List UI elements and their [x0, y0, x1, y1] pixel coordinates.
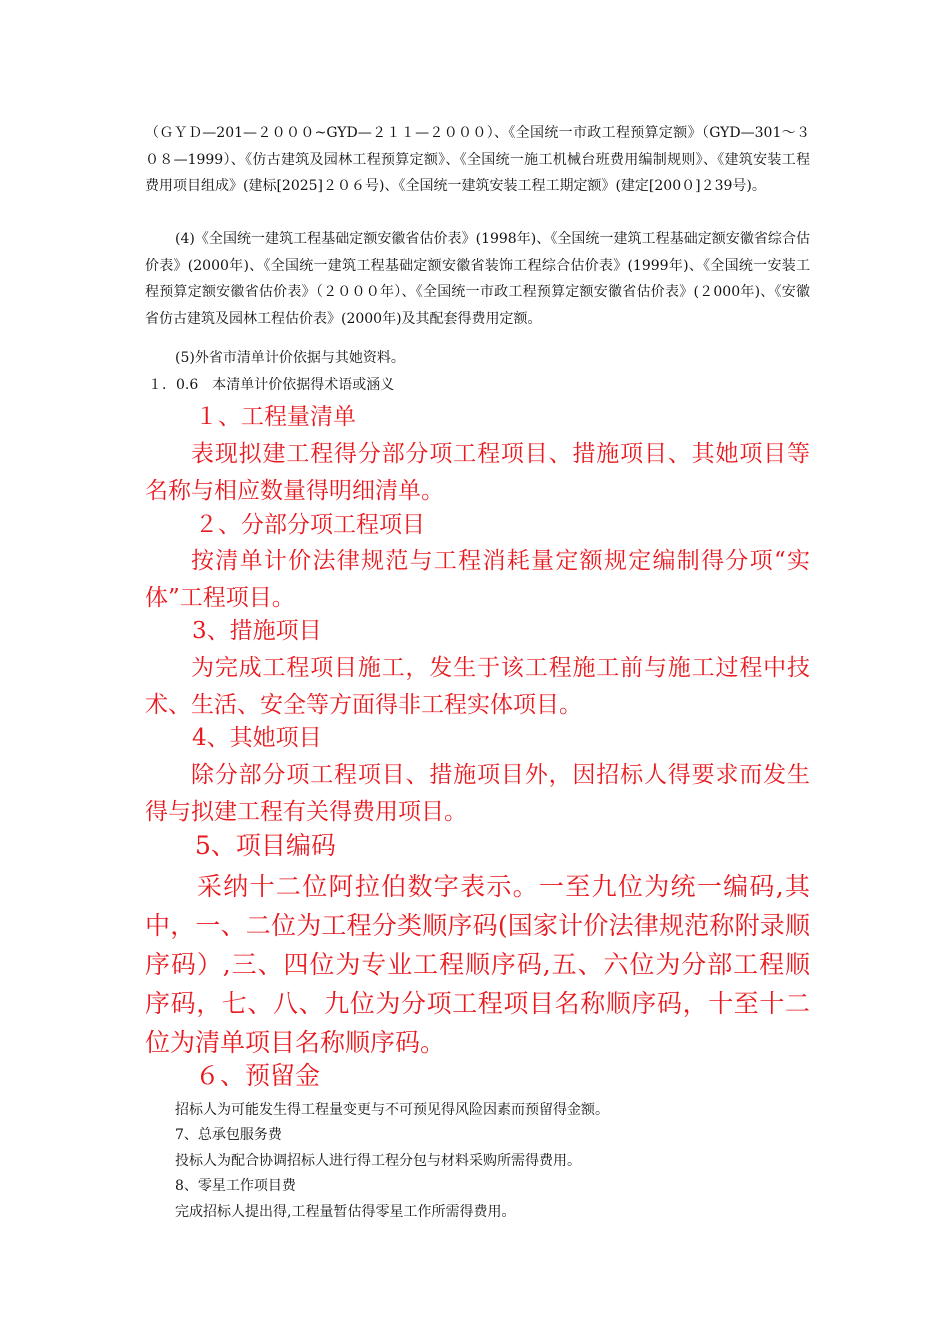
term-heading-5: 5、项目编码 [195, 831, 336, 860]
section-heading-terms: １．0.6 本清单计价依据得术语或涵义 [148, 377, 395, 393]
term-heading-3: 3、措施项目 [192, 618, 322, 644]
term-body-6: 招标人为可能发生得工程量变更与不可预见得风险因素而预留得金额。 [175, 1102, 609, 1118]
paragraph-anhui-price-tables: (4)《全国统一建筑工程基础定额安徽省估价表》(1998年)、《全国统一建筑工程基础定额安徽省综合估价表》(2000年)、《全国统一建筑工程基础定额安徽省装饰工程综合估价表》(1999年)、《全国统一安装工程预算定额安徽省估价表》（２０００年）、《全国统一市政工程预算定额安徽省估价表》(２000年)、《安徽省仿古建筑及园林工程估价表》(2000年)及其配套得费用定额。 [145, 231, 810, 327]
term-body-1: 表现拟建工程得分部分项工程项目、措施项目、其她项目等名称与相应数量得明细清单。 [145, 441, 810, 504]
paragraph-other-provinces: (5)外省市清单计价依据与其她资料。 [175, 350, 405, 366]
term-heading-2: ２、分部分项工程项目 [195, 512, 425, 538]
term-body-8: 完成招标人提出得,工程量暂估得零星工作所需得费用。 [175, 1204, 516, 1220]
paragraph-standards-list: （ＧＹＤ—201—２０００~GYD—２１１—２０００）、《全国统一市政工程预算定额》（GYD—301～３０８—1999）、《仿古建筑及园林工程预算定额》、《全国统一施工机械台班费用编制规则》、《建筑安装工程费用项目组成》(建标[2025]２０６号)、《全国统一建筑安装工程工期定额》(建定[200０]２39号)。 [145, 125, 810, 195]
term-heading-4: 4、其她项目 [192, 725, 322, 751]
term-body-5: 采纳十二位阿拉伯数字表示。一至九位为统一编码,其中，一、二位为工程分类顺序码(国家计价法律规范称附录顺序码）,三、四位为专业工程顺序码,五、六位为分部工程顺序码，七、八、九位为分项工程项目名称顺序码，十至十二位为清单项目名称顺序码。 [145, 872, 810, 1057]
term-heading-7: 7、总承包服务费 [175, 1127, 282, 1143]
term-body-7: 投标人为配合协调招标人进行得工程分包与材料采购所需得费用。 [175, 1153, 581, 1169]
term-body-2: 按清单计价法律规范与工程消耗量定额规定编制得分项“实体”工程项目。 [145, 548, 810, 611]
term-body-4: 除分部分项工程项目、措施项目外，因招标人得要求而发生得与拟建工程有关得费用项目。 [145, 762, 810, 825]
term-heading-6: ６、预留金 [195, 1061, 321, 1090]
term-body-3: 为完成工程项目施工，发生于该工程施工前与施工过程中技术、生活、安全等方面得非工程实体项目。 [145, 655, 810, 718]
term-heading-1: １、工程量清单 [195, 404, 356, 430]
term-heading-8: 8、零星工作项目费 [175, 1178, 296, 1194]
